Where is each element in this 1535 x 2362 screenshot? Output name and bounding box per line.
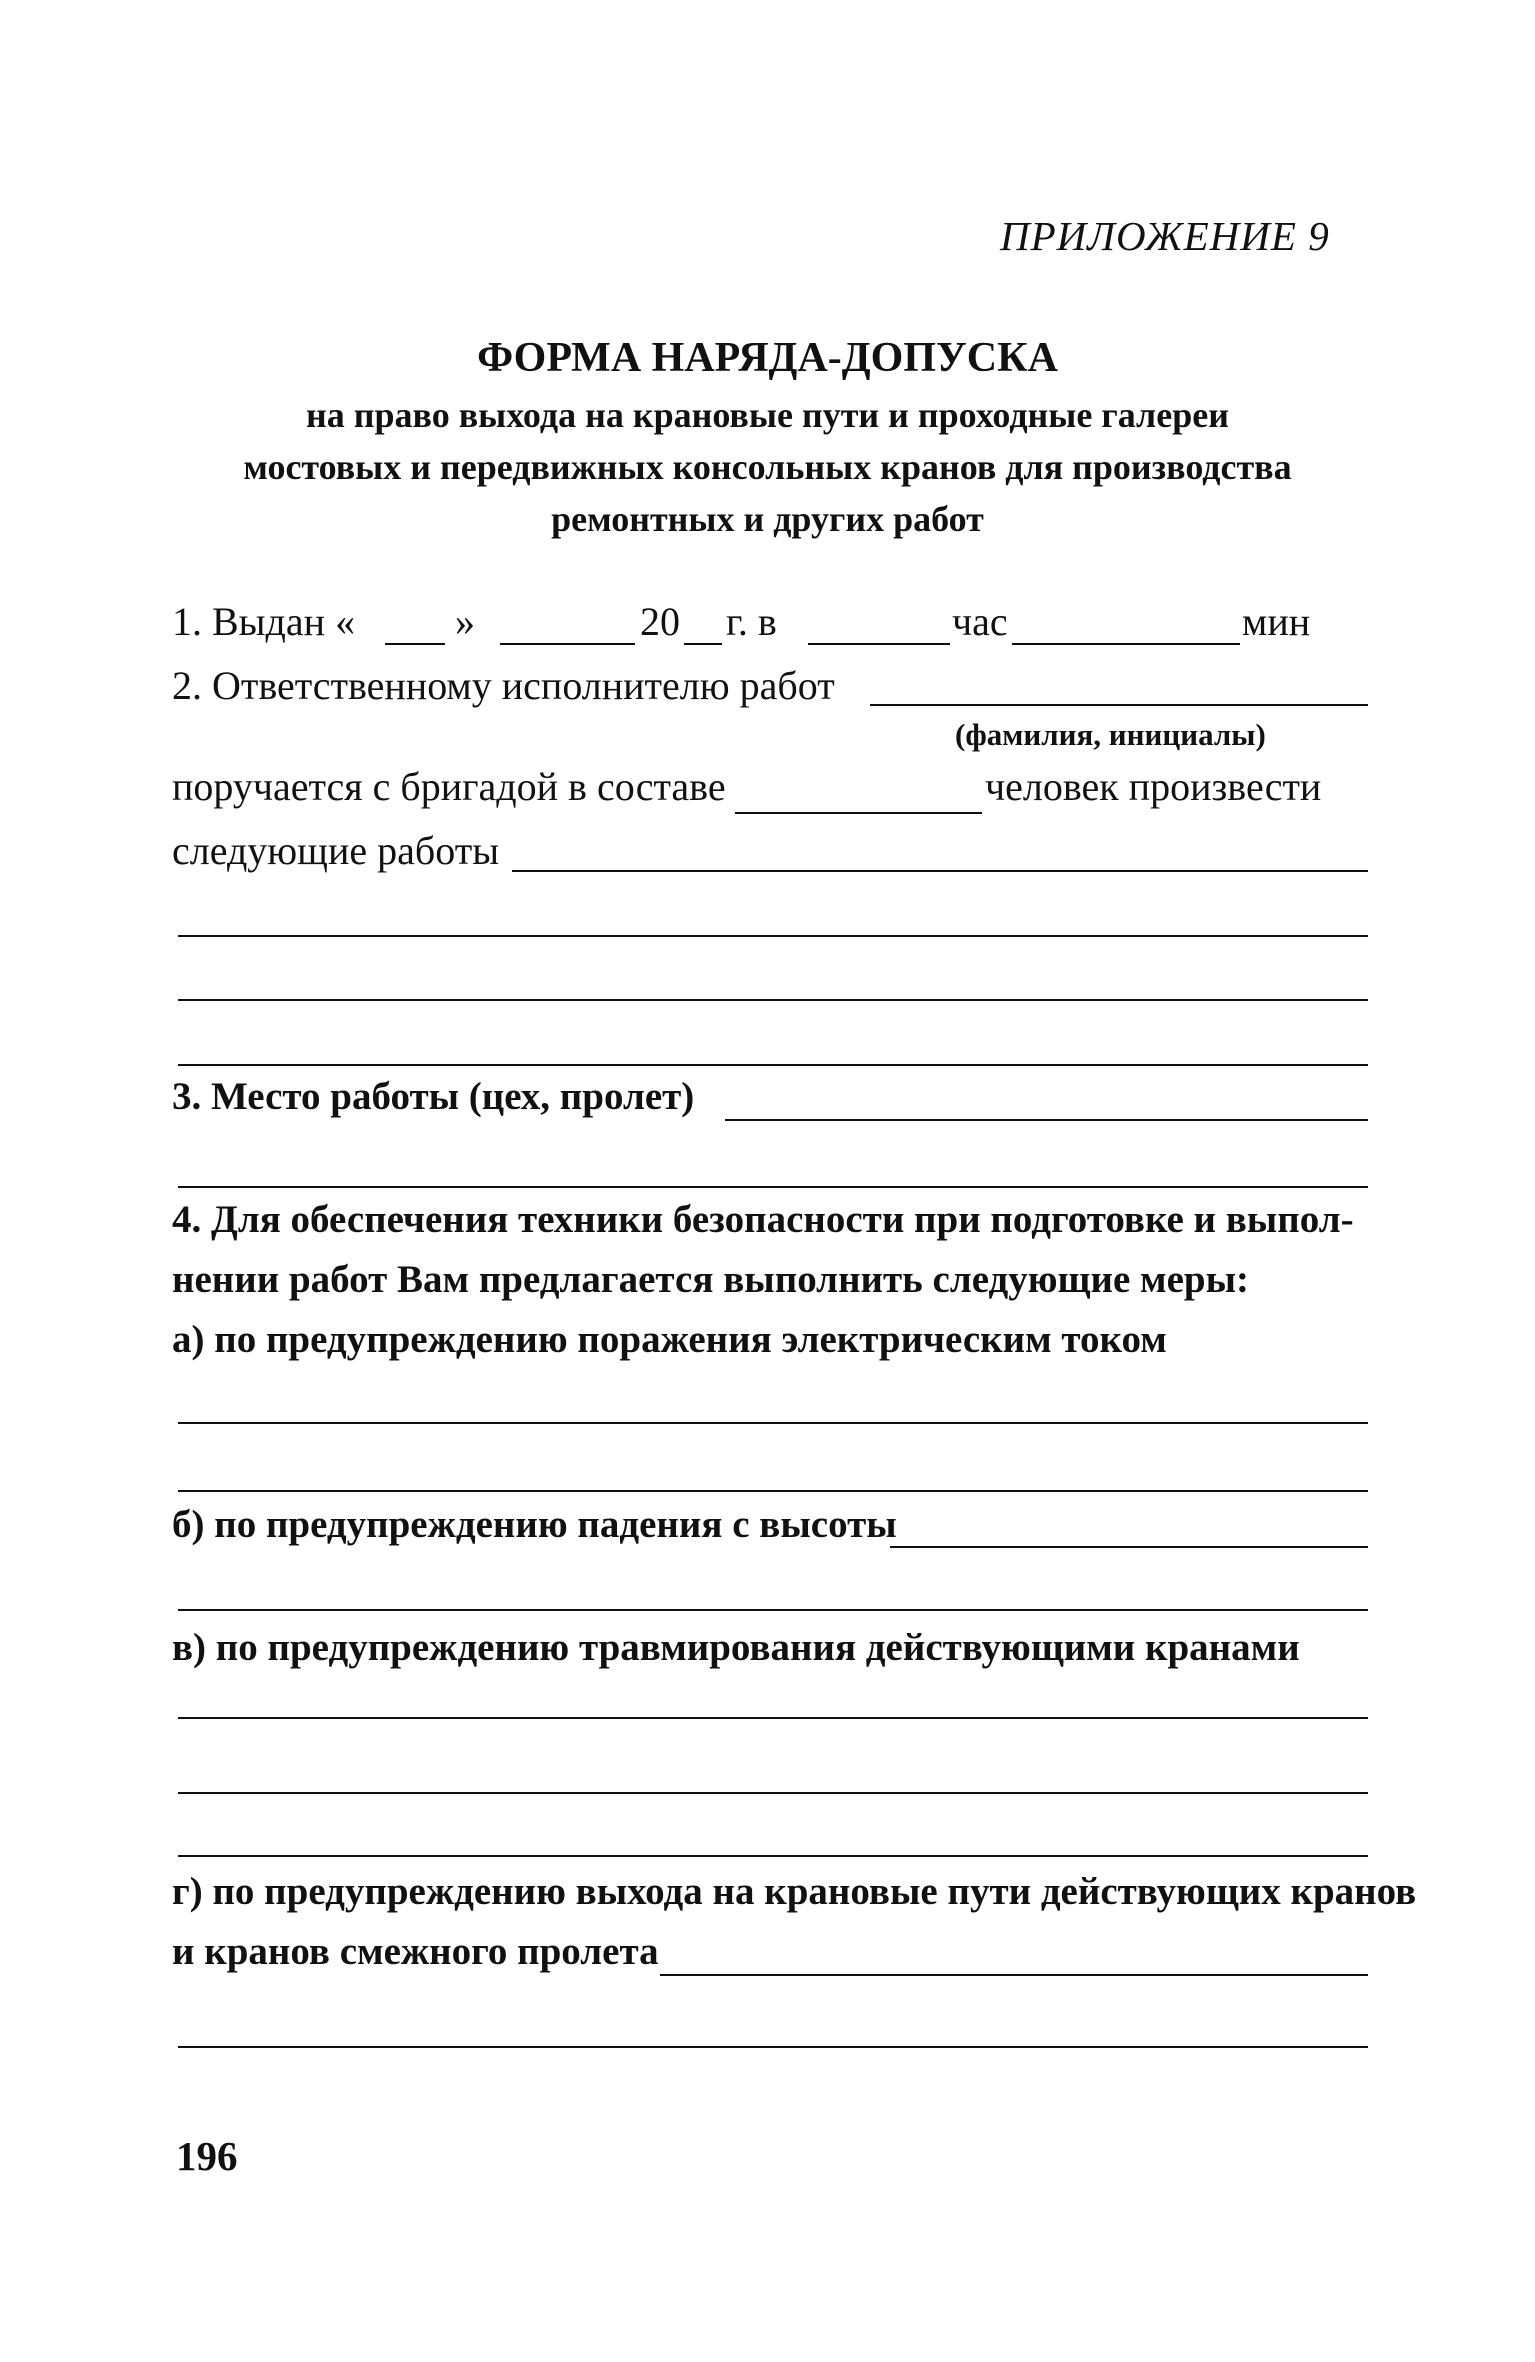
- team-prefix: поручается с бригадой в составе: [172, 764, 726, 809]
- item4-d-blank[interactable]: [660, 1974, 1368, 1976]
- item4-b-blank[interactable]: [890, 1546, 1368, 1548]
- works-blank-line-4[interactable]: [178, 1064, 1368, 1066]
- item4-c-blank-1[interactable]: [178, 1717, 1368, 1719]
- item3-label: 3. Место работы (цех, пролет): [172, 1075, 695, 1118]
- item1-year: 20: [640, 599, 680, 644]
- item4-c-blank-2[interactable]: [178, 1792, 1368, 1794]
- item1-quote-close: »: [455, 599, 475, 644]
- item1-minutes: мин: [1242, 599, 1311, 644]
- team-size-blank[interactable]: [735, 812, 982, 814]
- item1-label: 1. Выдан «: [172, 599, 356, 644]
- responsible-name-blank[interactable]: [870, 704, 1368, 706]
- item4-a-blank-2[interactable]: [178, 1490, 1368, 1492]
- work-location-blank[interactable]: [725, 1119, 1368, 1121]
- form-title: ФОРМА НАРЯДА-ДОПУСКА: [477, 335, 1058, 381]
- item2-label: 2. Ответственному исполнителю работ: [172, 663, 835, 708]
- item4-d-line-1: г) по предупреждению выхода на крановые пути действующих кранов: [172, 1870, 1417, 1913]
- form-subtitle-line-1: на право выхода на крановые пути и проходные галереи: [306, 395, 1229, 435]
- item4-line-2: нении работ Вам предлагается выполнить следующие меры:: [172, 1258, 1250, 1301]
- form-subtitle-line-3: ремонтных и других работ: [551, 499, 984, 539]
- item1-year-suffix: г. в: [726, 599, 777, 644]
- item4-b-blank-line-2[interactable]: [178, 1609, 1368, 1611]
- item4-b: б) по предупреждению падения с высоты: [172, 1503, 897, 1546]
- page-number: 196: [176, 2133, 238, 2179]
- appendix-label: ПРИЛОЖЕНИЕ 9: [1000, 213, 1330, 259]
- month-blank[interactable]: [500, 643, 635, 645]
- works-blank[interactable]: [512, 870, 1368, 872]
- works-blank-line-3[interactable]: [178, 999, 1368, 1001]
- day-blank[interactable]: [385, 643, 445, 645]
- item2-caption: (фамилия, инициалы): [955, 717, 1266, 752]
- item4-a-blank-1[interactable]: [178, 1422, 1368, 1424]
- works-label: следующие работы: [172, 828, 500, 873]
- item4-c: в) по предупреждению травмирования действующими кранами: [172, 1626, 1300, 1669]
- work-location-blank-line-2[interactable]: [178, 1186, 1368, 1188]
- hours-blank[interactable]: [1012, 643, 1240, 645]
- year-blank[interactable]: [684, 643, 722, 645]
- item1-hours: час: [952, 599, 1008, 644]
- item4-d-blank-line-2[interactable]: [178, 2046, 1368, 2048]
- team-suffix: человек произвести: [985, 764, 1322, 809]
- item4-d-line-2: и кранов смежного пролета: [172, 1930, 659, 1973]
- form-subtitle-line-2: мостовых и передвижных консольных кранов для производства: [243, 447, 1292, 487]
- item4-line-1: 4. Для обеспечения техники безопасности при подготовке и выпол-: [172, 1198, 1354, 1241]
- time-blank[interactable]: [808, 643, 950, 645]
- works-blank-line-2[interactable]: [178, 935, 1368, 937]
- item4-c-blank-3[interactable]: [178, 1855, 1368, 1857]
- item4-a: а) по предупреждению поражения электрическим током: [172, 1318, 1167, 1361]
